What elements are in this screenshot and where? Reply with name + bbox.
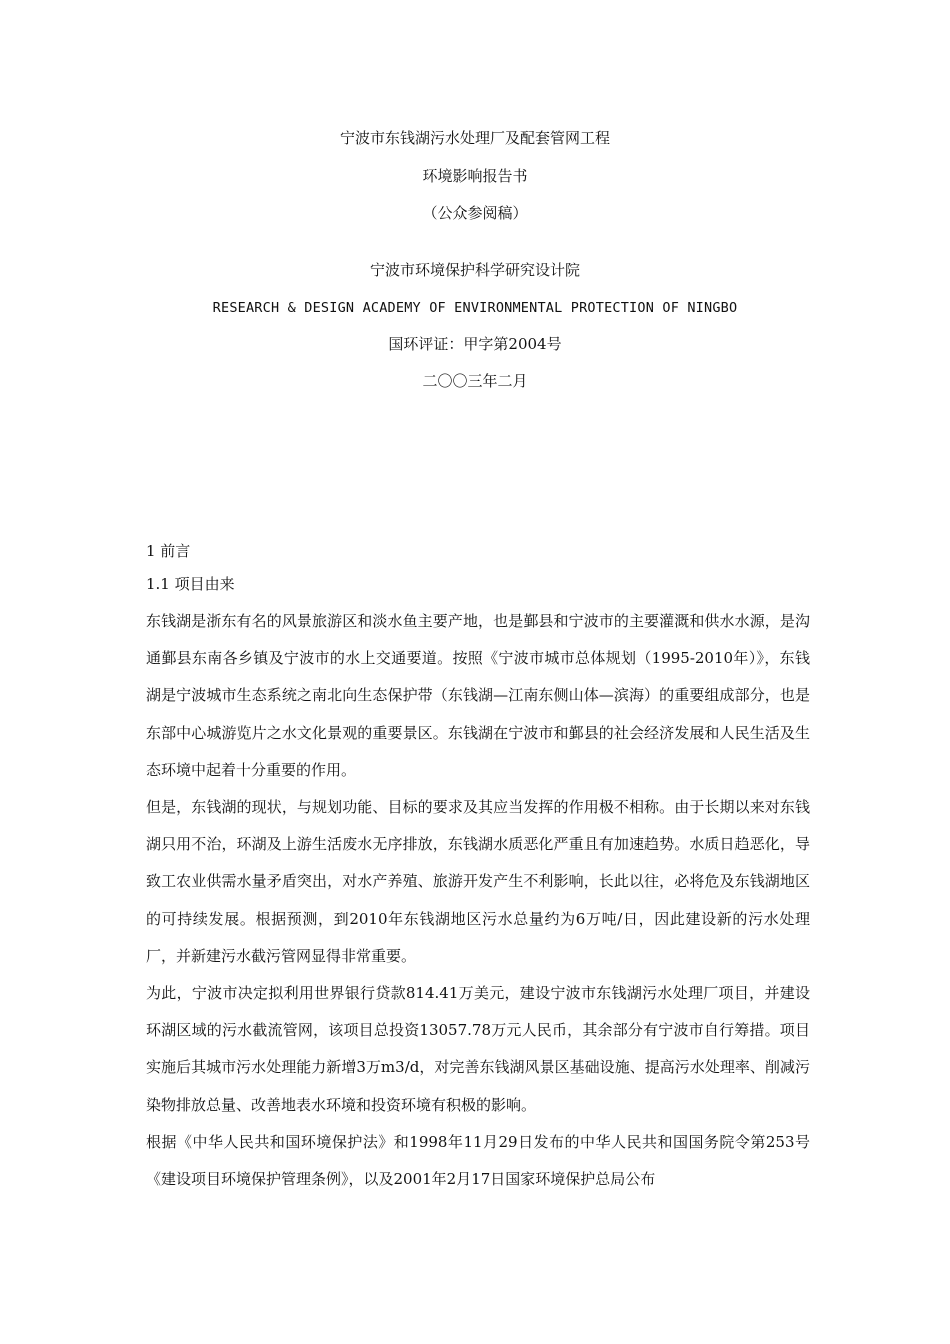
paragraph: 东钱湖是浙东有名的风景旅游区和淡水鱼主要产地，也是鄞县和宁波市的主要灌溉和供水水源，是沟通鄞县东南各乡镇及宁波市的水上交通要道。按照《宁波市城市总体规划（1995-2010年）》，东钱湖是宁波城市生态系统之南北向生态保护带（东钱湖—江南东侧山体—滨海）的重要组成部分，也是东部中心城游览片之水文化景观的重要景区。东钱湖在宁波市和鄞县的社会经济发展和人民生活及生态环境中起着十分重要的作用。 bbox=[146, 612, 810, 779]
body-content bbox=[146, 537, 810, 1198]
cover-title-line-3: （公众参阅稿） bbox=[422, 204, 528, 222]
cover-date: 二〇〇三年二月 bbox=[422, 372, 528, 390]
cover-institute-cn: 宁波市环境保护科学研究设计院 bbox=[369, 261, 580, 279]
paragraph: 根据《中华人民共和国环境保护法》和1998年11月29日发布的中华人民共和国国务院令第253号 《建设项目环境保护管理条例》，以及2001年2月17日国家环境保护总局公布 bbox=[146, 1132, 810, 1189]
paragraph: 为此，宁波市决定拟利用世界银行贷款814.41万美元，建设宁波市东钱湖污水处理厂项目，并建设环湖区域的污水截流管网，该项目总投资13057.78万元人民币，其余部分有宁波市自行筹措。项目实施后其城市污水处理能力新增3万m3/d，对完善东钱湖风景区基础设施、提高污水处理率、削减污染物排放总量、改善地表水环境和投资环境有积极的影响。 bbox=[146, 984, 810, 1114]
cover-title-line-2: 环境影响报告书 bbox=[422, 167, 528, 185]
cover-certificate: 国环评证：甲字第2004号 bbox=[388, 335, 562, 353]
section-heading-1-1: 1.1 项目由来 bbox=[146, 575, 235, 593]
section-heading-1: 1 前言 bbox=[146, 542, 191, 560]
cover-institute-en: RESEARCH & DESIGN ACADEMY OF ENVIRONMENTAL PROTECTION OF NINGBO bbox=[212, 300, 738, 316]
cover-title-line-1: 宁波市东钱湖污水处理厂及配套管网工程 bbox=[339, 129, 610, 147]
paragraph: 但是，东钱湖的现状，与规划功能、目标的要求及其应当发挥的作用极不相称。由于长期以来对东钱湖只用不治，环湖及上游生活废水无序排放，东钱湖水质恶化严重且有加速趋势。水质日趋恶化，导致工农业供需水量矛盾突出，对水产养殖、旅游开发产生不利影响，长此以往，必将危及东钱湖地区的可持续发展。根据预测，到2010年东钱湖地区污水总量约为6万吨/日，因此建设新的污水处理厂，并新建污水截污管网显得非常重要。 bbox=[146, 798, 810, 965]
